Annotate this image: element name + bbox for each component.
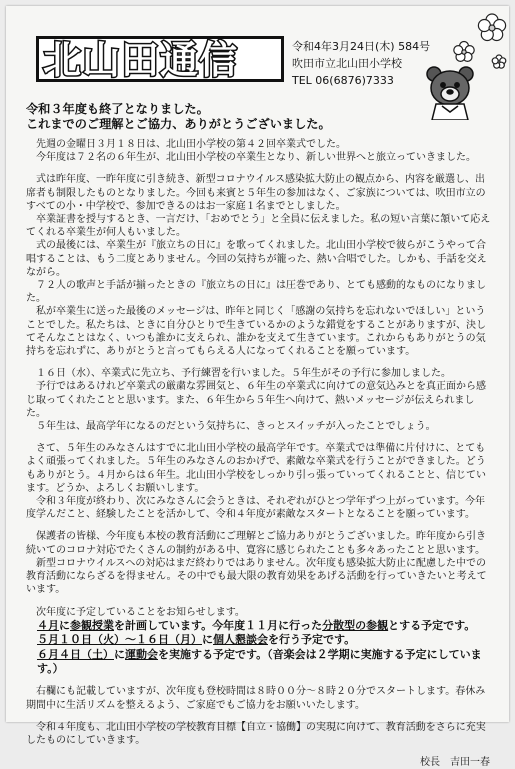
schedule-event: 運動会 [125, 647, 158, 661]
header-meta [292, 38, 430, 89]
schedule-text: に [59, 618, 70, 632]
paragraph-text: 先週の金曜日３月１８日は、北山田小学校の第４２回卒業式でした。 [36, 139, 346, 150]
paragraph-text: 式は昨年度、一昨年度に引き続き、新型コロナウイルス感染拡大防止の観点から、内容を厳選し、出席者も制限したものとなりました。今回も来賓と５年生の参加はなく、ご家族については、吹田市立のすべての小・中学校で、参加できるのはお一家庭１名までとしました。 [26, 174, 486, 212]
newsletter-page [6, 6, 509, 769]
paragraph-text: ７２人の歌声と手話が揃ったときの『旅立ちの日に』は圧巻であり、とても感動的なものになりました。 [26, 280, 486, 305]
school-tel: TEL 06(6876)7333 [292, 74, 394, 87]
paragraph-school-hours [26, 685, 494, 711]
lead-line-2: これまでのご理解とご協力、ありがとうございました。 [26, 117, 331, 131]
schedule-date: ４月 [37, 618, 59, 632]
issue-date: 令和4年3月24日(木) 584号 [292, 40, 431, 53]
masthead [14, 16, 434, 96]
schedule-text: を行う予定です。 [268, 633, 356, 647]
paragraph-text: １６日（水）、卒業式に先立ち、予行練習を行いました。５年生がその予行に参加しました。 [36, 368, 451, 380]
paragraph-closing [26, 721, 494, 747]
schedule-date: ５月１０日（火）～１６日（月） [37, 633, 202, 647]
principal-signature: 校長 吉田一春 [420, 757, 490, 769]
schedule-date: ６月４日（土） [37, 647, 114, 661]
schedule-item-visit [26, 619, 494, 633]
notice-intro: 次年度に予定していることをお知らせします。 [36, 606, 245, 618]
letter-body [26, 102, 494, 769]
schedule-text: に [114, 647, 125, 661]
schedule-text: とする予定です。 [388, 618, 476, 632]
schedule-text: を実施する予定です。（音楽会は２学期に実施する予定にしています。） [37, 647, 482, 675]
schedule-item-conference [26, 633, 494, 647]
paragraph-rehearsal [26, 367, 494, 433]
schedule-event: 分散型の参観 [322, 618, 389, 632]
schedule-item-sports-day [26, 648, 494, 677]
newsletter-title: 北山田通信 [43, 38, 239, 82]
paragraph-text: 予行ではあるけれど卒業式の厳粛な雰囲気と、６年生の卒業式に向けての意気込みとを真正面から感じ取ってくれたことと思います。また、６年生から５年生へ向けて、熱いメッセージが伝えられました。 [26, 381, 486, 419]
schedule-event: 参観授業 [70, 618, 114, 632]
paragraph-text: 令和３年度が終わり、次にみなさんに会うときは、それぞれがひとつ学年ずつ上がっています。今年度学んだこと、経験したことを活かして、令和４年度が素敵なスタートとなることを願っています。 [26, 496, 485, 521]
paragraph-graduation-date [26, 138, 494, 164]
paragraph-text: さて、５年生のみなさんはすでに北山田小学校の最高学年です。卒業式では準備に片付けに、とてもよく頑張ってくれました。５年生のみなさんのおかげで、素敵な卒業式を行うことができました。どうもありがとう。４月からは６年生。北山田小学校をしっかり引っ張っていってくれることと、信じています。どうか、よろしくお願いします。 [26, 443, 486, 494]
schedule-event: 個人懇談会 [213, 633, 268, 647]
paragraph-text: 式の最後には、卒業生が『旅立ちの日に』を歌ってくれました。北山田小学校で彼らがこうやって合唱することは、もう二度とありません。今回の気持ちが籠った、熱い合唱でした。しかも、手話を交えながら。 [26, 240, 487, 278]
school-name: 吹田市立北山田小学校 [292, 57, 402, 70]
schedule-text: に [202, 633, 213, 647]
paragraph-text: 保護者の皆様、今年度も本校の教育活動にご理解とご協力ありがとうございました。昨年度から引き続いてのコロナ対応でたくさんの制約がある中、寛容に感じられたことも多々あったことと思います。 [26, 531, 486, 556]
paragraph-text: 今年度は７２名の６年生が、北山田小学校の卒業生となり、新しい世界へと旅立っていきました。 [36, 152, 476, 164]
title-box [36, 36, 284, 82]
paragraph-text: 右欄にも記載していますが、次年度も登校時間は８時００分～８時２０分でスタートします。春休み期間中に生活リズムを整えるよう、ご家庭でもご協力をお願いいたします。 [26, 686, 486, 711]
paragraph-text: 私が卒業生に送った最後のメッセージは、昨年と同じく「感謝の気持ちを忘れないでほしい」ということでした。私たちは、ときに自分ひとりで生きているかのような錯覚をすることがありますが、決してそんなことはなく、いつも誰かに支えられ、誰かを支えて生きています。これからもありがとうの気持ちを忘れずに、ありがとうと言ってもらえる人になってくれることを願っています。 [26, 306, 486, 358]
lead-line-1: 令和３年度も終了となりました。 [26, 102, 209, 116]
paragraph-text: 卒業証書を授与するとき、一言だけ、「おめでとう」と全員に伝えました。私の短い言葉に頷いて応えてくれる卒業生が何人もいました。 [26, 214, 491, 239]
paragraph-text: 令和４年度も、北山田小学校の学校教育目標【自立・協働】の実現に向けて、教育活動をさらに充実したものにしていきます。 [26, 721, 486, 746]
lead-heading [26, 102, 494, 132]
paragraph-fifth-graders [26, 442, 494, 521]
paragraph-text: ５年生は、最高学年になるのだという気持ちに、きっとスイッチが入ったことでしょう。 [36, 421, 436, 433]
paragraph-text: 新型コロナウイルスへの対応はまだ終わりではありません。次年度も感染拡大防止に配慮した中での教育活動にならざるを得ません。その中でも最大限の教育効果をあげる活動を行っていきたいと考えています。 [26, 557, 487, 596]
paragraph-guardians [26, 530, 494, 596]
schedule-text: を計画しています。今年度１１月に行った [114, 618, 323, 632]
schedule-notice [26, 606, 494, 677]
paragraph-ceremony [26, 173, 494, 358]
